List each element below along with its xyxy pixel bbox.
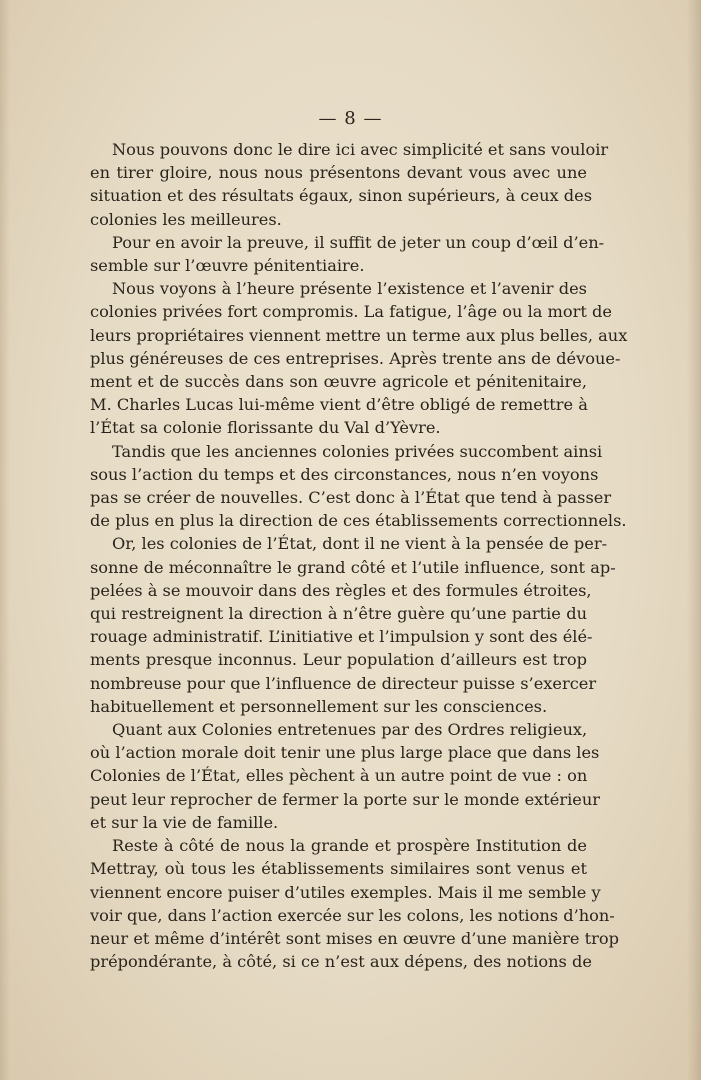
text-line: Tandis que les anciennes colonies privées succombent ainsi (112, 441, 603, 461)
paragraph (90, 231, 605, 277)
page-edge-shadow-left (0, 0, 10, 1080)
text-line: voir que, dans l’action exercée sur les colons, les notions d’hon- (90, 905, 615, 925)
text-line: ments presque inconnus. Leur population d’ailleurs est trop (90, 650, 587, 670)
text-line: où l’action morale doit tenir une plus large place que dans les (90, 743, 600, 763)
text-line: ment et de succès dans son œuvre agricole et pénitenitaire, (90, 372, 587, 392)
paragraph (90, 718, 601, 834)
text-line: Pour en avoir la preuve, il suffit de jeter un coup d’œil d’en- (112, 232, 605, 252)
text-line: nombreuse pour que l’influence de directeur puisse s’exercer (90, 673, 597, 693)
text-line: en tirer gloire, nous nous présentons devant vous avec une (90, 163, 587, 183)
text-line: M. Charles Lucas lui-même vient d’être obligé de remettre à (90, 395, 588, 415)
text-line: rouage administratif. L’initiative et l’impulsion y sont des élé- (90, 627, 593, 647)
text-line: prépondérante, à côté, si ce n’est aux dépens, des notions de (90, 952, 592, 972)
body-text (90, 138, 628, 973)
text-line: neur et même d’intérêt sont mises en œuvre d’une manière trop (90, 928, 619, 948)
text-line: leurs propriétaires viennent mettre un terme aux plus belles, aux (90, 325, 628, 345)
text-line: Nous voyons à l’heure présente l’existence et l’avenir des (112, 279, 587, 299)
paragraph (90, 834, 619, 973)
paragraph (90, 532, 616, 718)
paragraph (90, 440, 627, 533)
text-line: viennent encore puiser d’utiles exemples. Mais il me semble y (90, 882, 601, 902)
text-line: Colonies de l’État, elles pèchent à un autre point de vue : on (90, 766, 588, 786)
text-line: qui restreignent la direction à n’être guère qu’une partie du (90, 604, 587, 624)
page-number: — 8 — (318, 108, 383, 129)
text-line: Quant aux Colonies entretenues par des Ordres religieux, (112, 720, 588, 740)
text-line: Nous pouvons donc le dire ici avec simplicité et sans vouloir (112, 140, 609, 159)
text-line: colonies les meilleures. (90, 209, 282, 229)
text-line: de plus en plus la direction de ces établissements correctionnels. (90, 511, 627, 531)
text-line: pelées à se mouvoir dans des règles et des formules étroites, (90, 580, 592, 600)
text-line: habituellement et personnellement sur les consciences. (90, 696, 548, 716)
text-line: pas se créer de nouvelles. C’est donc à l’État que tend à passer (90, 488, 612, 508)
text-line: plus généreuses de ces entreprises. Après trente ans de dévoue- (90, 348, 621, 368)
text-line: peut leur reprocher de fermer la porte sur le monde extérieur (90, 789, 601, 809)
text-line: Mettray, où tous les établissements similaires sont venus et (90, 859, 587, 879)
paragraph (90, 277, 628, 439)
text-line: Reste à côté de nous la grande et prospère Institution de (112, 836, 587, 856)
paragraph (90, 138, 609, 231)
text-line: l’État sa colonie florissante du Val d’Yèvre. (90, 418, 441, 438)
text-line: colonies privées fort compromis. La fatigue, l’âge ou la mort de (90, 302, 612, 322)
text-line: Or, les colonies de l’État, dont il ne vient à la pensée de per- (112, 534, 608, 554)
text-line: sonne de méconnaître le grand côté et l’utile influence, sont ap- (90, 557, 616, 577)
text-line: situation et des résultats égaux, sinon supérieurs, à ceux des (90, 186, 593, 206)
text-line: et sur la vie de famille. (90, 812, 279, 832)
page-edge-shadow-right (687, 0, 701, 1080)
text-line: sous l’action du temps et des circonstances, nous n’en voyons (90, 464, 599, 484)
text-line: semble sur l’œuvre pénitentiaire. (90, 256, 365, 276)
